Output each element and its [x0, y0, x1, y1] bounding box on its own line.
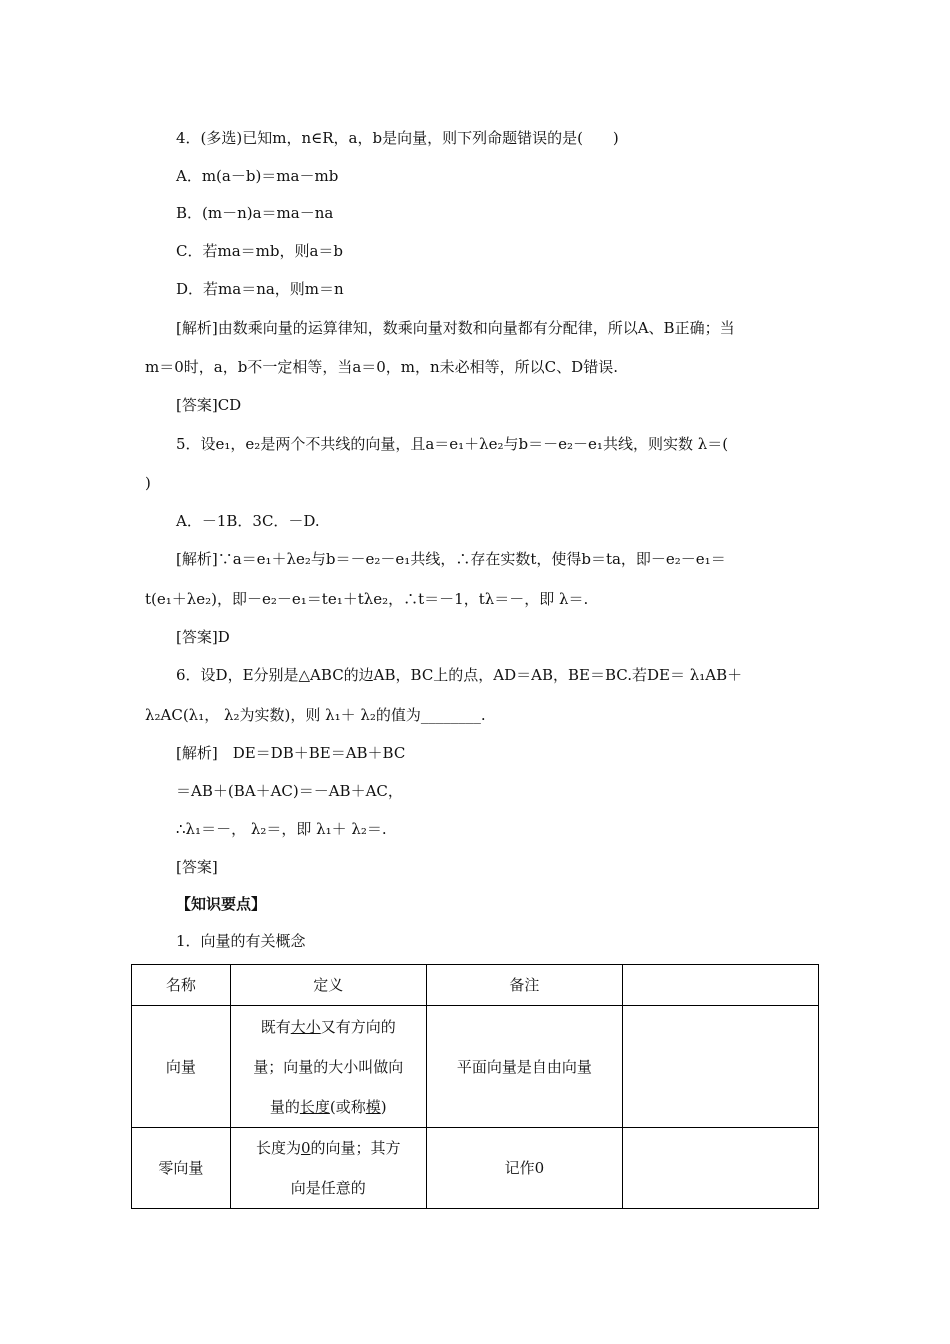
q6-stem-line2: λ₂AC(λ₁， λ₂为实数)，则 λ₁＋ λ₂的值为________.	[145, 706, 486, 724]
header-name: 名称	[132, 965, 231, 1006]
q5-analysis-line2: t(e₁＋λe₂)，即－e₂－e₁＝te₁＋tλe₂，∴t＝－1，tλ＝－，即 λ＝.	[145, 590, 589, 608]
q5-analysis-line1: [解析]∵a＝e₁＋λe₂与b＝－e₂－e₁共线，∴存在实数t，使得b＝ta，即－e₂－e₁＝	[176, 550, 726, 568]
vector-concepts-table	[131, 964, 819, 1209]
row-name: 向量	[132, 1006, 231, 1128]
header-extra	[622, 965, 818, 1006]
row-definition: 既有大小又有方向的 量；向量的大小叫做向 量的长度(或称模)	[230, 1006, 426, 1128]
table-row	[132, 1128, 819, 1209]
q4-answer: [答案]CD	[176, 396, 242, 414]
row-definition: 长度为0的向量；其方 向是任意的	[230, 1128, 426, 1209]
header-definition: 定义	[230, 965, 426, 1006]
q5-answer: [答案]D	[176, 628, 230, 646]
knowledge-heading: 【知识要点】	[176, 895, 267, 913]
q6-analysis-line2: ＝AB＋(BA＋AC)＝－AB＋AC，	[176, 782, 403, 800]
q4-option-d: D．若ma＝na，则m＝n	[176, 280, 344, 298]
q4-option-a: A．m(a－b)＝ma－mb	[176, 167, 339, 185]
q4-stem: 4．(多选)已知m，n∈R，a，b是向量，则下列命题错误的是( )	[176, 129, 619, 147]
q6-stem-line1: 6．设D，E分别是△ABC的边AB，BC上的点，AD＝AB，BE＝BC.若DE＝ λ₁AB＋	[176, 666, 743, 684]
q4-analysis-line2: m＝0时，a，b不一定相等，当a＝0，m，n未必相等，所以C、D错误.	[145, 358, 618, 376]
q6-answer: [答案]	[176, 858, 218, 876]
knowledge-subheading: 1．向量的有关概念	[176, 932, 306, 950]
row-extra	[622, 1006, 818, 1128]
q5-stem-line1: 5．设e₁，e₂是两个不共线的向量，且a＝e₁＋λe₂与b＝－e₂－e₁共线，则实数 λ＝(	[176, 435, 729, 453]
q4-option-c: C．若ma＝mb，则a＝b	[176, 242, 344, 260]
q6-analysis-line1: [解析] DE＝DB＋BE＝AB＋BC	[176, 744, 406, 762]
q5-stem-line2: )	[145, 474, 151, 492]
table-header-row	[132, 965, 819, 1006]
row-note: 记作0	[426, 1128, 622, 1209]
q4-option-b: B．(m－n)a＝ma－na	[176, 204, 334, 222]
q5-options: A．－1B．3C．－D.	[176, 512, 320, 530]
row-note: 平面向量是自由向量	[426, 1006, 622, 1128]
q4-analysis-line1: [解析]由数乘向量的运算律知，数乘向量对数和向量都有分配律，所以A、B正确；当	[176, 319, 735, 337]
row-extra	[622, 1128, 818, 1209]
q6-analysis-line3: ∴λ₁＝－， λ₂＝，即 λ₁＋ λ₂＝.	[176, 820, 387, 838]
table-row	[132, 1006, 819, 1128]
header-note: 备注	[426, 965, 622, 1006]
row-name: 零向量	[132, 1128, 231, 1209]
